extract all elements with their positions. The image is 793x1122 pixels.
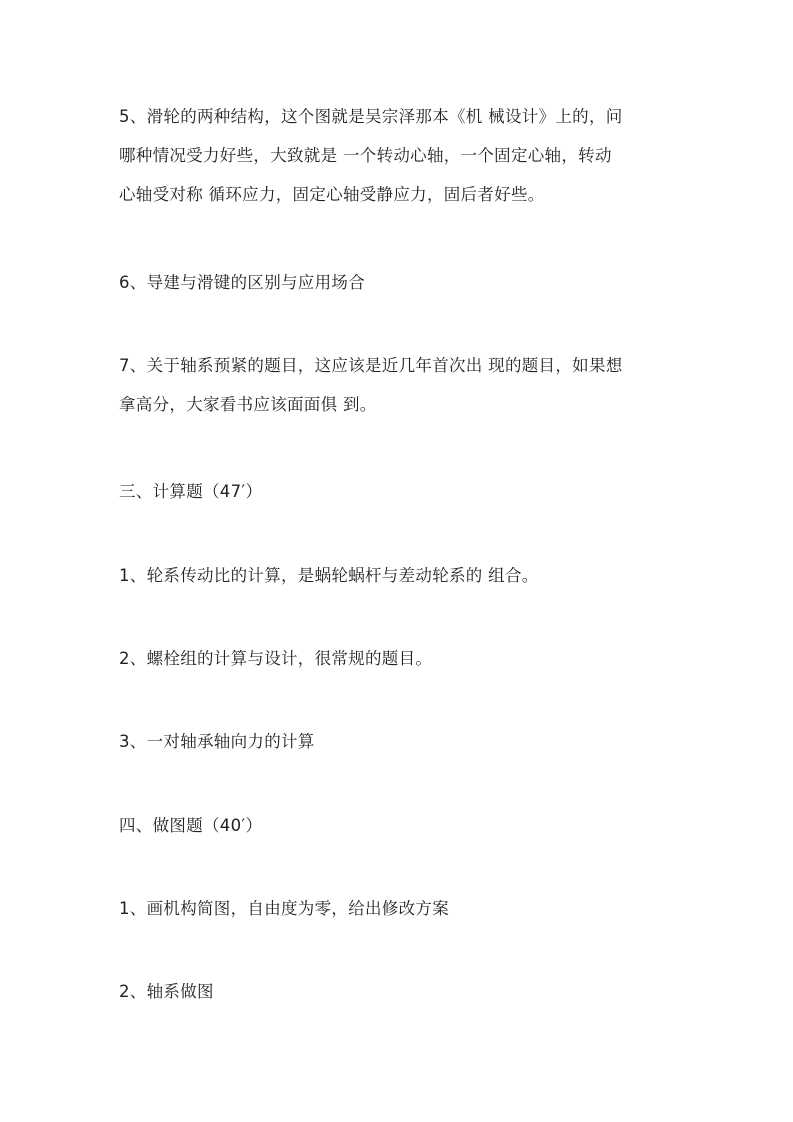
paragraph-drawing-2 <box>119 972 679 1011</box>
text-line: 哪种情况受力好些，大致就是 一个转动心轴，一个固定心轴，转动 <box>119 146 612 165</box>
text-line: 1、画机构简图，自由度为零，给出修改方案 <box>119 899 449 918</box>
paragraph-calc-2 <box>119 639 679 678</box>
paragraph-6-key-difference <box>119 263 679 302</box>
text-line: 2、螺栓组的计算与设计，很常规的题目。 <box>119 649 433 668</box>
text-line: 四、做图题（40′） <box>119 816 263 835</box>
text-line: 心轴受对称 循环应力，固定心轴受静应力，固后者好些。 <box>119 185 545 204</box>
section-heading-drawing <box>119 806 679 845</box>
paragraph-drawing-1 <box>119 889 679 928</box>
text-line: 1、轮系传动比的计算，是蜗轮蜗杆与差动轮系的 组合。 <box>119 566 539 585</box>
text-line: 三、计算题（47′） <box>119 482 263 501</box>
paragraph-calc-3 <box>119 722 679 761</box>
section-heading-calculation <box>119 472 679 511</box>
text-line: 5、滑轮的两种结构，这个图就是吴宗泽那本《机 械设计》上的，问 <box>119 107 623 126</box>
text-line: 拿高分，大家看书应该面面俱 到。 <box>119 395 377 414</box>
paragraph-calc-1 <box>119 556 679 595</box>
text-line: 2、轴系做图 <box>119 982 214 1001</box>
text-line: 3、一对轴承轴向力的计算 <box>119 732 315 751</box>
text-line: 7、关于轴系预紧的题目，这应该是近几年首次出 现的题目，如果想 <box>119 356 623 375</box>
paragraph-5-pulley-structure <box>119 97 679 214</box>
paragraph-7-shaft-preload <box>119 346 679 424</box>
text-line: 6、导建与滑键的区别与应用场合 <box>119 273 365 292</box>
